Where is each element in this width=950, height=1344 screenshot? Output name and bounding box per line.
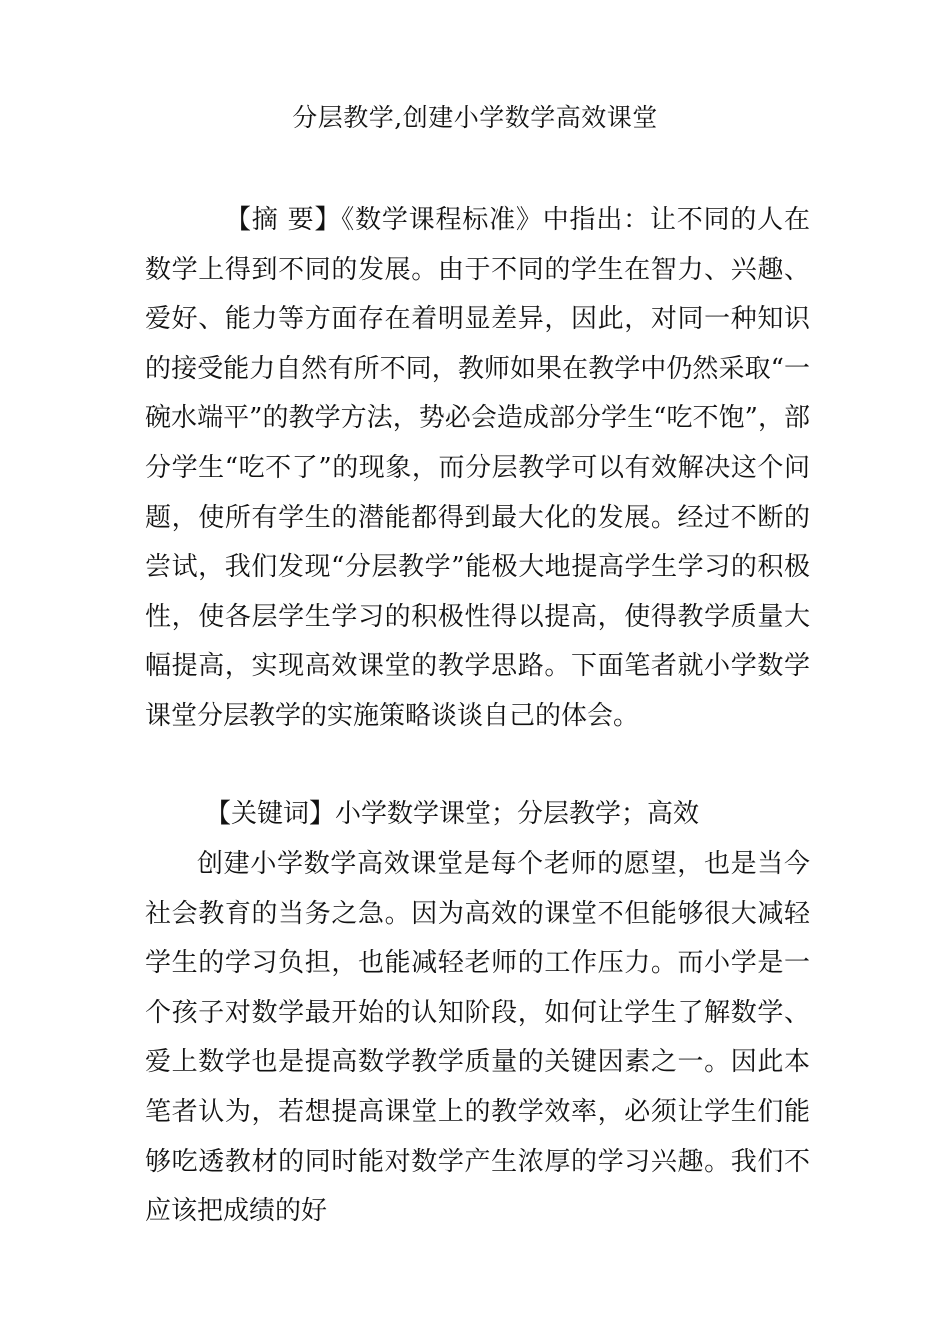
keywords-label: 【关键词】 xyxy=(205,799,336,829)
abstract-paragraph xyxy=(145,196,810,742)
abstract-label: 【摘 要】 xyxy=(225,205,342,235)
abstract-text: 《数学课程标准》中指出：让不同的人在数学上得到不同的发展。由于不同的学生在智力、兴趣、爱好、能力等方面存在着明显差异，因此，对同一种知识的接受能力自然有所不同，教师如果在教学中仍然采取“一碗水端平”的教学方法，势必会造成部分学生“吃不饱”，部分学生“吃不了”的现象，而分层教学可以有效解决这个问题，使所有学生的潜能都得到最大化的发展。经过不断的尝试，我们发现“分层教学”能极大地提高学生学习的积极性，使各层学生学习的积极性得以提高，使得教学质量大幅提高，实现高效课堂的教学思路。下面笔者就小学数学课堂分层教学的实施策略谈谈自己的体会。 xyxy=(145,205,810,731)
keywords-text: 小学数学课堂；分层教学；高效 xyxy=(335,799,700,829)
body-paragraph: 创建小学数学高效课堂是每个老师的愿望，也是当今社会教育的当务之急。因为高效的课堂不但能够很大减轻学生的学习负担，也能减轻老师的工作压力。而小学是一个孩子对数学最开始的认知阶段，如何让学生了解数学、爱上数学也是提高数学教学质量的关键因素之一。因此本笔者认为，若想提高课堂上的教学效率，必须让学生们能够吃透教材的同时能对数学产生浓厚的学习兴趣。我们不应该把成绩的好 xyxy=(145,849,810,1227)
keywords-line xyxy=(205,790,810,840)
document-title: 分层教学,创建小学数学高效课堂 xyxy=(292,103,658,132)
